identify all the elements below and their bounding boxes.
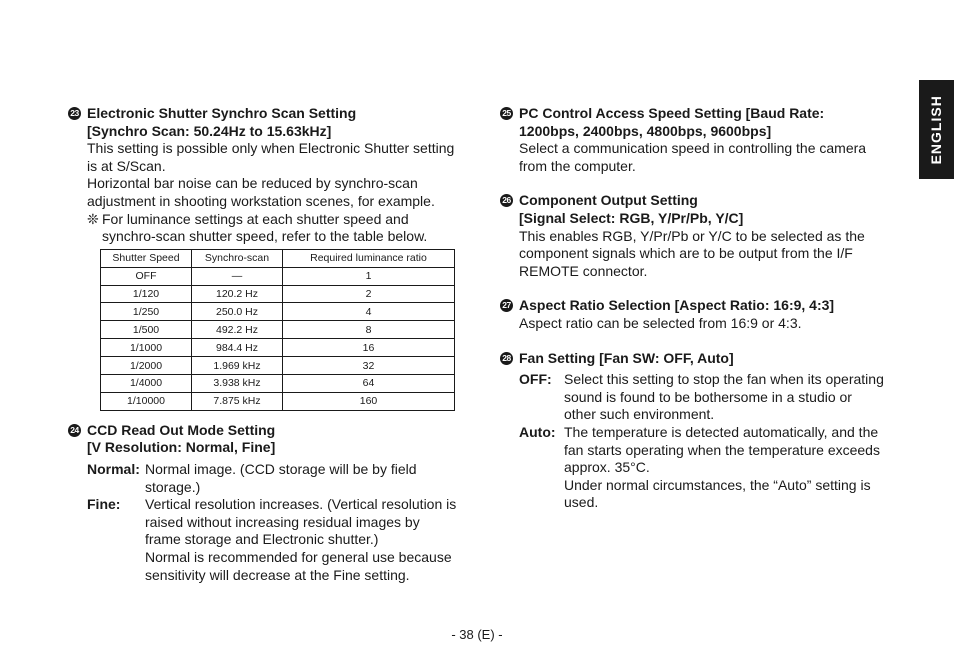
definition-normal [87,461,458,496]
paragraph: Horizontal bar noise can be reduced by synchro-scan adjustment in shooting workstation scenes, for example. [87,175,435,209]
table-row [101,392,455,410]
table-cell: 160 [283,392,455,410]
table-row [101,303,455,321]
definition-fine [87,496,458,584]
table-cell: 1/120 [101,285,192,303]
section-subtitle: [Signal Select: RGB, Y/Pr/Pb, Y/C] [519,209,744,226]
definition-off [519,371,885,424]
table-cell: 32 [283,357,455,375]
definition-term: Auto: [519,423,556,440]
table-cell: 64 [283,374,455,392]
table-cell: 984.4 Hz [192,339,283,357]
section-number-badge: 25 [500,107,513,120]
left-column [68,105,458,584]
definition-text: Vertical resolution increases. (Vertical resolution is raised without increasing residual images by frame storage and Electronic shutter.) [145,496,457,548]
definition-text: Normal image. (CCD storage will be by field storage.) [145,460,417,495]
section-26 [500,192,885,280]
section-28 [500,350,885,512]
column-header: Required luminance ratio [283,249,455,267]
table-cell: 1.969 kHz [192,357,283,375]
note [87,211,458,246]
table-cell: 1 [283,267,455,285]
definition-text: The temperature is detected automatically, and the fan starts operating when the temperature exceeds approx. 35°C. [564,423,880,476]
table-cell: 1/10000 [101,392,192,410]
language-tab [919,80,954,179]
section-title: Aspect Ratio Selection [Aspect Ratio: 16:9, 4:3] [519,297,835,314]
paragraph: Select a communication speed in controlling the camera from the computer. [519,140,867,174]
table-cell: 492.2 Hz [192,321,283,339]
table-cell: 1/250 [101,303,192,321]
language-tab-label: ENGLISH [927,94,944,165]
table-cell: — [192,267,283,285]
luminance-table [100,249,455,411]
definition-text: Under normal circumstances, the “Auto” setting is used. [564,476,871,511]
table-cell: 1/1000 [101,339,192,357]
definition-term: OFF: [519,371,552,388]
table-cell: 16 [283,339,455,357]
table-cell: 4 [283,303,455,321]
table-cell: 8 [283,321,455,339]
note-text: For luminance settings at each shutter speed and synchro-scan shutter speed, refer to the table below. [102,210,428,245]
column-header: Shutter Speed [101,249,192,267]
section-number-badge: 27 [500,299,513,312]
section-subtitle: [Synchro Scan: 50.24Hz to 15.63kHz] [87,122,332,139]
table-row [101,357,455,375]
table-cell: 120.2 Hz [192,285,283,303]
table-row [101,267,455,285]
definition-term: Fine: [87,496,121,513]
section-number-badge: 23 [68,107,81,120]
table-cell: 1/2000 [101,357,192,375]
section-23 [68,105,458,411]
paragraph: Aspect ratio can be selected from 16:9 or 4:3. [519,314,802,331]
right-column [500,105,885,512]
table-row [101,285,455,303]
section-title: Component Output Setting [519,192,698,209]
definition-text: Select this setting to stop the fan when its operating sound is found to be bothersome in a studio or other such environment. [564,371,884,423]
page-number: - 38 (E) - [451,627,503,642]
definition-term: Normal: [87,460,140,477]
table-row [101,321,455,339]
column-header: Synchro-scan [192,249,283,267]
table-cell: 3.938 kHz [192,374,283,392]
definition-auto [519,424,885,512]
definition-text-group [564,424,885,512]
table-cell: 7.875 kHz [192,392,283,410]
definition-text-group [145,496,458,584]
note-asterisk-icon: ❊ [87,210,99,227]
table-cell: OFF [101,267,192,285]
section-27 [500,297,885,332]
section-25 [500,105,885,175]
section-title: PC Control Access Speed Setting [Baud Rate: [519,105,825,121]
section-subtitle: [V Resolution: Normal, Fine] [87,439,276,456]
section-title: Fan Setting [Fan SW: OFF, Auto] [519,349,734,366]
table-row [101,374,455,392]
paragraph: This enables RGB, Y/Pr/Pb or Y/C to be selected as the component signals which are to be output from the I/F REMOTE connector. [519,227,865,279]
section-24 [68,422,458,584]
section-number-badge: 24 [68,424,81,437]
definition-text: Normal is recommended for general use because sensitivity will decrease at the Fine setting. [145,548,452,583]
section-subtitle: 1200bps, 2400bps, 4800bps, 9600bps] [519,122,772,139]
section-number-badge: 26 [500,194,513,207]
table-row [101,339,455,357]
section-title: CCD Read Out Mode Setting [87,421,276,438]
section-title: Electronic Shutter Synchro Scan Setting [87,105,357,121]
table-cell: 1/500 [101,321,192,339]
table-cell: 2 [283,285,455,303]
table-cell: 250.0 Hz [192,303,283,321]
table-header-row [101,249,455,267]
section-number-badge: 28 [500,352,513,365]
paragraph: This setting is possible only when Electronic Shutter setting is at S/Scan. [87,140,455,174]
table-cell: 1/4000 [101,374,192,392]
